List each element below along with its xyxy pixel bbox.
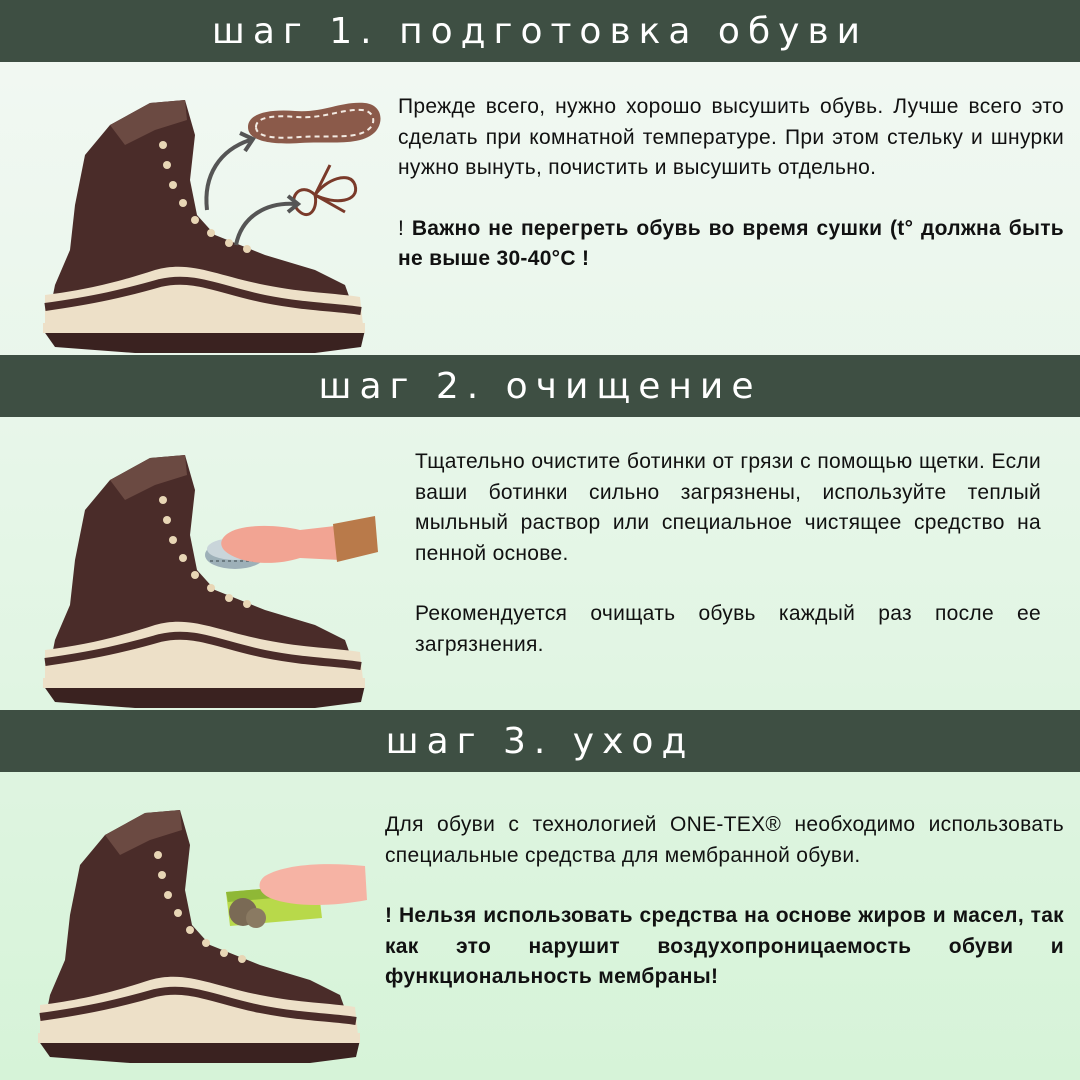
gloved-hand-icon	[215, 512, 380, 572]
step3-paragraph: Для обуви с технологией ONE-TEX® необходимо использовать специальные средства для мембранной обуви.	[385, 813, 1064, 867]
step1-warning-text: Важно не перегреть обувь во время сушки (t° должна быть не выше 30-40°C !	[398, 216, 1064, 270]
step3-text	[385, 810, 1064, 993]
step2-paragraph2: Рекомендуется очищать обувь каждый раз после ее загрязнения.	[415, 602, 1041, 656]
warning-mark: !	[398, 216, 412, 240]
step2-text	[415, 447, 1041, 660]
step1-text	[398, 92, 1064, 275]
step3-warning: ! Нельзя использовать средства на основе жиров и масел, так как это нарушит воздухопроницаемость обуви и функциональность мембраны!	[385, 904, 1064, 988]
step1-warning	[398, 214, 1064, 275]
step1-banner: шаг 1. подготовка обуви	[0, 0, 1080, 62]
gloved-hand-icon	[255, 858, 370, 913]
step2-paragraph1: Тщательно очистите ботинки от грязи с помощью щетки. Если ваши ботинки сильно загрязнены, используйте теплый мыльный раствор или специальное чистящее средство на пенной основе.	[415, 450, 1041, 565]
step2-banner: шаг 2. очищение	[0, 355, 1080, 417]
step3-banner: шаг 3. уход	[0, 710, 1080, 772]
boot-icon	[15, 440, 385, 710]
arrow-icon	[228, 190, 308, 250]
step1-paragraph: Прежде всего, нужно хорошо высушить обувь. Лучше всего это сделать при комнатной температуре. При этом стельку и шнурки нужно вынуть, почистить и высушить отдельно.	[398, 95, 1064, 179]
